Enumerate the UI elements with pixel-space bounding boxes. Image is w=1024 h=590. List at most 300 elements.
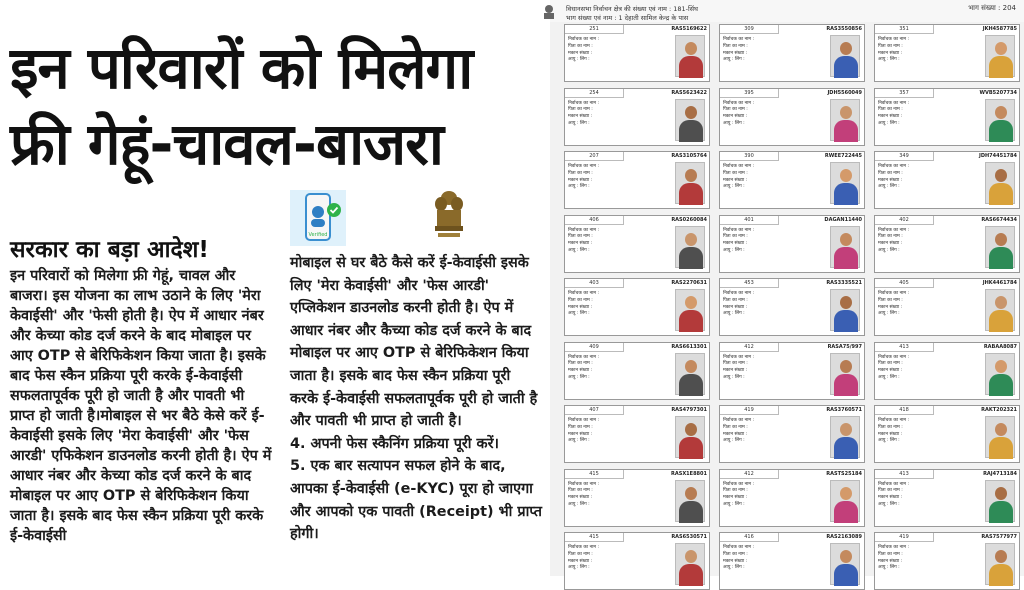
voter-detail-line: मकान संख्या :	[568, 50, 593, 56]
voter-detail-line: आयु : लिंग :	[878, 374, 900, 380]
voter-detail-line: आयु : लिंग :	[723, 57, 745, 63]
voter-details	[723, 545, 819, 572]
voter-photo	[675, 289, 705, 331]
voter-details	[568, 228, 664, 255]
voter-detail-line: आयु : लिंग :	[723, 565, 745, 571]
voter-detail-line: पिता का नाम :	[568, 361, 593, 367]
voter-photo	[985, 543, 1015, 585]
voter-detail-line: पिता का नाम :	[723, 43, 748, 49]
voter-detail-line: आयु : लिंग :	[568, 120, 590, 126]
voter-epic-id: WVB5207734	[979, 89, 1017, 96]
voter-photo-body	[679, 183, 703, 205]
voter-detail-line: निर्वाचक का नाम :	[723, 227, 755, 233]
voter-detail-line: मकान संख्या :	[568, 558, 593, 564]
voter-detail-line: निर्वाचक का नाम :	[878, 100, 910, 106]
voter-detail-line: निर्वाचक का नाम :	[568, 227, 600, 233]
voter-card	[564, 532, 710, 590]
voter-detail-line: आयु : लिंग :	[568, 247, 590, 253]
voter-detail-line: पिता का नाम :	[878, 297, 903, 303]
voter-detail-line: मकान संख्या :	[878, 50, 903, 56]
voter-epic-id: RASTS25184	[826, 470, 862, 477]
voter-detail-line: आयु : लिंग :	[878, 57, 900, 63]
voter-card	[874, 278, 1020, 336]
voter-serial-number: 406	[565, 216, 624, 225]
voter-photo-face	[685, 487, 697, 500]
sheet-header-line-2: भाग संख्या एवं नाम : 1 देहाती सामिल केन्द्र के पास	[566, 14, 689, 22]
voter-detail-line: आयु : लिंग :	[878, 438, 900, 444]
voter-serial-number: 390	[720, 152, 779, 161]
voter-photo	[830, 416, 860, 458]
voter-photo-face	[995, 550, 1007, 563]
voter-epic-id: RAKT202321	[981, 407, 1017, 413]
subheading: सरकार का बड़ा आदेश!	[10, 237, 209, 263]
voter-serial-number: 413	[875, 343, 934, 352]
voter-epic-id: RASX1E8801	[671, 470, 707, 477]
state-emblem-icon	[432, 188, 466, 240]
voter-detail-line: निर्वाचक का नाम :	[723, 545, 755, 550]
voter-details	[878, 355, 974, 382]
voter-detail-line: आयु : लिंग :	[723, 184, 745, 190]
voter-detail-line: आयु : लिंग :	[878, 501, 900, 507]
voter-card	[874, 405, 1020, 463]
voter-detail-line: मकान संख्या :	[568, 495, 593, 501]
voter-detail-line: आयु : लिंग :	[878, 247, 900, 253]
voter-photo	[830, 226, 860, 268]
voter-photo-face	[685, 106, 697, 119]
voter-photo-body	[989, 501, 1013, 523]
voter-card	[874, 342, 1020, 400]
voter-photo-face	[840, 233, 852, 246]
voter-detail-line: मकान संख्या :	[878, 114, 903, 120]
phone-verified-icon	[290, 190, 346, 246]
voter-detail-line: पिता का नाम :	[568, 107, 593, 113]
voter-detail-line: आयु : लिंग :	[568, 438, 590, 444]
voter-serial-number: 413	[875, 470, 934, 479]
voter-details	[723, 228, 819, 255]
voter-serial-number: 409	[565, 343, 624, 352]
headline	[10, 30, 530, 182]
voter-photo-face	[995, 296, 1007, 309]
voter-detail-line: मकान संख्या :	[878, 177, 903, 183]
voter-detail-line: पिता का नाम :	[723, 107, 748, 113]
verified-label: Verified	[308, 232, 328, 238]
voter-detail-line: मकान संख्या :	[568, 304, 593, 310]
voter-details	[723, 482, 819, 509]
voter-serial-number: 405	[875, 279, 934, 288]
voter-serial-number: 251	[565, 25, 624, 34]
voter-detail-line: मकान संख्या :	[723, 558, 748, 564]
voter-detail-line: आयु : लिंग :	[723, 311, 745, 317]
voter-photo-body	[834, 247, 858, 269]
voter-photo-body	[834, 564, 858, 586]
voter-detail-line: मकान संख्या :	[723, 495, 748, 501]
sheet-page-number: भाग संख्या : 204	[968, 4, 1016, 12]
voter-detail-line: आयु : लिंग :	[878, 565, 900, 571]
voter-card	[874, 24, 1020, 82]
voter-details	[723, 418, 819, 445]
voter-photo-body	[989, 437, 1013, 459]
voter-card	[719, 532, 865, 590]
voter-detail-line: मकान संख्या :	[878, 431, 903, 437]
voter-detail-line: आयु : लिंग :	[568, 57, 590, 63]
voter-detail-line: निर्वाचक का नाम :	[568, 481, 600, 487]
voter-card	[564, 24, 710, 82]
voter-photo	[830, 543, 860, 585]
voter-photo-face	[995, 233, 1007, 246]
voter-serial-number: 403	[565, 279, 624, 288]
voter-details	[568, 164, 664, 191]
voter-detail-line: पिता का नाम :	[878, 488, 903, 494]
voter-photo-face	[995, 360, 1007, 373]
voter-details	[878, 228, 974, 255]
voter-detail-line: पिता का नाम :	[878, 551, 903, 557]
voter-detail-line: आयु : लिंग :	[723, 438, 745, 444]
voter-detail-line: आयु : लिंग :	[723, 120, 745, 126]
voter-photo-body	[989, 310, 1013, 332]
voter-serial-number: 418	[875, 406, 934, 415]
voter-photo-face	[840, 550, 852, 563]
voter-epic-id: RAS6613301	[671, 343, 707, 350]
voter-photo	[675, 543, 705, 585]
voter-photo	[985, 353, 1015, 395]
voter-details	[878, 291, 974, 318]
voter-detail-line: पिता का नाम :	[723, 551, 748, 557]
voter-detail-line: मकान संख्या :	[878, 368, 903, 374]
voter-detail-line: मकान संख्या :	[568, 177, 593, 183]
voter-serial-number: 419	[875, 533, 934, 542]
voter-detail-line: निर्वाचक का नाम :	[723, 164, 755, 169]
voter-details	[723, 355, 819, 382]
voter-photo-face	[995, 169, 1007, 182]
voter-epic-id: RAJ4713184	[983, 470, 1017, 477]
voter-detail-line: पिता का नाम :	[878, 107, 903, 113]
voter-photo-body	[989, 247, 1013, 269]
voter-details	[878, 101, 974, 128]
voter-detail-line: मकान संख्या :	[723, 431, 748, 437]
voter-photo-body	[989, 56, 1013, 78]
voter-photo	[830, 99, 860, 141]
voter-detail-line: आयु : लिंग :	[568, 184, 590, 190]
voter-card	[719, 215, 865, 273]
voter-details	[568, 545, 664, 572]
voter-detail-line: निर्वाचक का नाम :	[723, 291, 755, 296]
voter-epic-id: RAS3760571	[826, 407, 862, 413]
voter-detail-line: मकान संख्या :	[723, 368, 748, 374]
voter-photo-body	[834, 310, 858, 332]
headline-line-1: इन परिवारों को मिलेगा	[10, 34, 473, 102]
voter-detail-line: पिता का नाम :	[723, 424, 748, 430]
voter-detail-line: निर्वाचक का नाम :	[723, 37, 755, 42]
voter-details	[878, 164, 974, 191]
voter-photo-face	[840, 487, 852, 500]
voter-detail-line: पिता का नाम :	[878, 361, 903, 367]
voter-photo-body	[834, 120, 858, 142]
voter-photo-face	[995, 487, 1007, 500]
voter-photo	[830, 162, 860, 204]
voter-details	[568, 355, 664, 382]
voter-detail-line: मकान संख्या :	[723, 177, 748, 183]
voter-photo	[985, 226, 1015, 268]
voter-detail-line: मकान संख्या :	[568, 368, 593, 374]
voter-details	[723, 37, 819, 64]
voter-detail-line: निर्वाचक का नाम :	[878, 545, 910, 550]
voter-photo-body	[989, 564, 1013, 586]
step-5: 5. एक बार सत्यापन सफल होने के बाद, आपका ई-केवाईसी (e-KYC) पूरा हो जाएगा और आपको एक पावती (Receipt) भी प्राप्त होगी।	[290, 458, 542, 543]
voter-detail-line: निर्वाचक का नाम :	[568, 291, 600, 296]
voter-card	[719, 278, 865, 336]
voter-epic-id: RAS7577977	[981, 534, 1017, 540]
voter-card	[564, 215, 710, 273]
voter-detail-line: पिता का नाम :	[568, 297, 593, 303]
voter-photo-face	[685, 169, 697, 182]
voter-photo-body	[834, 374, 858, 396]
voter-detail-line: निर्वाचक का नाम :	[878, 418, 910, 423]
voter-serial-number: 401	[720, 216, 779, 225]
voter-details	[878, 545, 974, 572]
voter-detail-line: मकान संख्या :	[878, 558, 903, 564]
voter-detail-line: पिता का नाम :	[878, 424, 903, 430]
voter-detail-line: पिता का नाम :	[878, 170, 903, 176]
voter-serial-number: 412	[720, 343, 779, 352]
voter-details	[568, 291, 664, 318]
voter-details	[723, 164, 819, 191]
voter-photo-face	[685, 360, 697, 373]
voter-serial-number: 254	[565, 89, 624, 98]
voter-epic-id: RAS6674434	[981, 216, 1017, 223]
voter-photo-body	[834, 501, 858, 523]
voter-detail-line: पिता का नाम :	[568, 43, 593, 49]
voter-details	[723, 101, 819, 128]
voter-detail-line: आयु : लिंग :	[568, 501, 590, 507]
voter-serial-number: 395	[720, 89, 779, 98]
voter-photo	[675, 226, 705, 268]
voter-photo-face	[840, 169, 852, 182]
voter-card	[874, 88, 1020, 146]
voter-details	[568, 418, 664, 445]
voter-photo	[830, 289, 860, 331]
voter-detail-line: मकान संख्या :	[878, 495, 903, 501]
voter-detail-line: निर्वाचक का नाम :	[723, 354, 755, 360]
voter-photo-body	[834, 56, 858, 78]
voter-detail-line: आयु : लिंग :	[723, 501, 745, 507]
voter-detail-line: निर्वाचक का नाम :	[723, 481, 755, 487]
voter-details	[723, 291, 819, 318]
voter-detail-line: पिता का नाम :	[723, 297, 748, 303]
voter-photo-face	[995, 42, 1007, 55]
voter-detail-line: निर्वाचक का नाम :	[878, 37, 910, 42]
voter-photo	[985, 480, 1015, 522]
voter-detail-line: निर्वाचक का नाम :	[878, 227, 910, 233]
voter-detail-line: आयु : लिंग :	[878, 184, 900, 190]
voter-serial-number: 415	[565, 533, 624, 542]
voter-photo	[675, 480, 705, 522]
voter-detail-line: निर्वाचक का नाम :	[723, 100, 755, 106]
voter-serial-number: 412	[720, 470, 779, 479]
headline-line-2: फ्री गेहूं-चावल-बाजरा	[10, 110, 443, 178]
voter-photo-face	[840, 360, 852, 373]
voter-detail-line: पिता का नाम :	[568, 488, 593, 494]
voter-detail-line: पिता का नाम :	[723, 234, 748, 240]
article-paragraph: इन परिवारों को मिलेगा फ्री गेहूं, चावल और बाजरा। इस योजना का लाभ उठाने के लिए 'मेरा केवाईसी' और 'फेसी होती है। ऐप में आधार नंबर और केच्या कोड दर्ज करने के बाद मोबाइल पर आए OTP से बेरिफिकेशन किया जाता है। इसके बाद फेस स्कैन प्रक्रिया पूरी करके ई-केवाईसी सफलतापूर्वक पूरी हो जाती है और पावती भी प्राप्त हो जाती है।मोबाइल से भर बैठे केसे करें ई-केवाईसी इसके लिए 'मेरा केवाईसी' और 'फेस आरडी' एफिकेशन डाउनलोड करनी होती है। ऐप में आधार नंबर और केच्या कोड दर्ज करने के बाद मोबाइल पर आए OTP से बेरिफिकेशन किया जाता है। इसके बाद फेस स्कैन प्रक्रिया पूरी करके ई-केवाईसी	[10, 268, 272, 544]
voter-photo-body	[989, 183, 1013, 205]
voter-photo-body	[834, 183, 858, 205]
voter-detail-line: पिता का नाम :	[723, 170, 748, 176]
voter-photo-body	[679, 247, 703, 269]
voter-detail-line: आयु : लिंग :	[568, 565, 590, 571]
voter-details	[568, 101, 664, 128]
voter-detail-line: मकान संख्या :	[723, 241, 748, 247]
voter-photo	[675, 162, 705, 204]
voter-serial-number: 349	[875, 152, 934, 161]
voter-detail-line: मकान संख्या :	[878, 241, 903, 247]
voter-epic-id: RAS2163089	[826, 534, 862, 540]
voter-epic-id: RAS3335521	[826, 280, 862, 286]
voter-card	[719, 24, 865, 82]
voter-detail-line: मकान संख्या :	[568, 241, 593, 247]
voter-serial-number: 453	[720, 279, 779, 288]
article-column-1	[10, 266, 272, 546]
voter-details	[878, 37, 974, 64]
voter-serial-number: 351	[875, 25, 934, 34]
voter-detail-line: निर्वाचक का नाम :	[568, 164, 600, 169]
voter-card	[564, 88, 710, 146]
voter-photo	[985, 416, 1015, 458]
voter-card	[564, 469, 710, 527]
voter-photo-face	[685, 42, 697, 55]
voter-detail-line: पिता का नाम :	[568, 234, 593, 240]
voter-photo	[985, 35, 1015, 77]
voter-serial-number: 415	[565, 470, 624, 479]
voter-detail-line: पिता का नाम :	[878, 234, 903, 240]
voter-card	[874, 532, 1020, 590]
voter-card	[719, 151, 865, 209]
voter-epic-id: JKH4587785	[982, 26, 1017, 32]
voter-photo-face	[840, 296, 852, 309]
voter-card	[564, 278, 710, 336]
voter-photo-body	[679, 564, 703, 586]
voter-detail-line: पिता का नाम :	[568, 170, 593, 176]
voter-detail-line: मकान संख्या :	[878, 304, 903, 310]
voter-photo	[830, 353, 860, 395]
voter-epic-id: RAS3550856	[826, 26, 862, 32]
voter-photo-body	[679, 56, 703, 78]
voter-photo-body	[834, 437, 858, 459]
voter-card	[874, 151, 1020, 209]
voter-photo-body	[679, 437, 703, 459]
voter-epic-id: RABAA8087	[983, 343, 1017, 350]
voter-detail-line: निर्वाचक का नाम :	[878, 354, 910, 360]
voter-card	[719, 405, 865, 463]
voter-photo-body	[679, 501, 703, 523]
voter-serial-number: 419	[720, 406, 779, 415]
voter-detail-line: मकान संख्या :	[723, 304, 748, 310]
voter-serial-number: 407	[565, 406, 624, 415]
voter-card	[874, 469, 1020, 527]
voter-detail-line: निर्वाचक का नाम :	[723, 418, 755, 423]
step-4: 4. अपनी फेस स्कैनिंग प्रक्रिया पूरी करें।	[290, 435, 499, 452]
voter-epic-id: RAS5623422	[671, 89, 707, 96]
voter-detail-line: मकान संख्या :	[723, 114, 748, 120]
voter-details	[878, 482, 974, 509]
voter-epic-id: RWEE722445	[824, 153, 862, 159]
voter-photo-body	[989, 374, 1013, 396]
voter-epic-id: RASA75/997	[827, 343, 862, 350]
voter-photo	[830, 480, 860, 522]
voter-serial-number: 416	[720, 533, 779, 542]
voter-photo-body	[679, 120, 703, 142]
voter-detail-line: मकान संख्या :	[723, 50, 748, 56]
voter-details	[878, 418, 974, 445]
voter-detail-line: पिता का नाम :	[568, 551, 593, 557]
voter-photo	[675, 99, 705, 141]
voter-details	[568, 37, 664, 64]
voter-card	[564, 342, 710, 400]
voter-photo-face	[995, 106, 1007, 119]
voter-card	[564, 405, 710, 463]
voter-detail-line: निर्वाचक का नाम :	[568, 354, 600, 360]
voter-photo-face	[685, 296, 697, 309]
voter-serial-number: 402	[875, 216, 934, 225]
voter-photo-face	[840, 42, 852, 55]
voter-card	[719, 469, 865, 527]
voter-detail-line: आयु : लिंग :	[568, 311, 590, 317]
voter-photo-face	[685, 233, 697, 246]
voter-photo-face	[995, 423, 1007, 436]
voter-detail-line: निर्वाचक का नाम :	[878, 164, 910, 169]
sheet-header-line-1: विधानसभा निर्वाचन क्षेत्र की संख्या एवं नाम : 181-सिंघ	[566, 5, 698, 13]
article-column-2	[290, 252, 542, 546]
voter-photo	[675, 353, 705, 395]
voter-photo-body	[679, 310, 703, 332]
voter-epic-id: RAS5169622	[671, 26, 707, 32]
voter-serial-number: 207	[565, 152, 624, 161]
voter-photo-face	[685, 423, 697, 436]
emblem-small-icon	[542, 4, 556, 20]
voter-photo	[985, 289, 1015, 331]
voter-photo-face	[840, 106, 852, 119]
voter-detail-line: मकान संख्या :	[568, 431, 593, 437]
voter-detail-line: आयु : लिंग :	[878, 311, 900, 317]
article-paragraph: मोबाइल से घर बैठे कैसे करें ई-केवाईसी इसके लिए 'मेरा केवाईसी' और 'फेस आरडी' एप्लिकेशन डाउनलोड करनी होती है। ऐप में आधार नंबर और कैच्या कोड दर्ज करने के बाद मोबाइल पर आए OTP से बेरिफिकेशन किया जाता है। इसके बाद फेस स्कैन प्रक्रिया पूरी करके ई-केवाईसी सफलतापूर्वक पूरी हो जाती है और पावती भी प्राप्त हो जाती है।	[290, 255, 538, 430]
voter-epic-id: JDH5560049	[827, 89, 862, 96]
voter-epic-id: RAS4797301	[671, 407, 707, 413]
voter-detail-line: पिता का नाम :	[878, 43, 903, 49]
voter-card	[719, 88, 865, 146]
voter-detail-line: पिता का नाम :	[723, 361, 748, 367]
voter-epic-id: RAS2270631	[671, 280, 707, 286]
voter-detail-line: आयु : लिंग :	[723, 247, 745, 253]
voter-list-sheet	[550, 0, 1024, 576]
voter-photo	[985, 162, 1015, 204]
voter-detail-line: पिता का नाम :	[568, 424, 593, 430]
voter-photo-body	[679, 374, 703, 396]
voter-photo	[830, 35, 860, 77]
voter-detail-line: निर्वाचक का नाम :	[568, 545, 600, 550]
voter-epic-id: JDH74451784	[978, 153, 1017, 159]
voter-epic-id: RAS3105764	[671, 153, 707, 159]
voter-card	[874, 215, 1020, 273]
voter-detail-line: निर्वाचक का नाम :	[568, 100, 600, 106]
sheet-header	[550, 0, 1024, 22]
voter-serial-number: 309	[720, 25, 779, 34]
voter-epic-id: JHK4461784	[982, 280, 1017, 286]
voter-detail-line: निर्वाचक का नाम :	[568, 418, 600, 423]
voter-epic-id: DAGAN11440	[824, 216, 862, 223]
voter-detail-line: निर्वाचक का नाम :	[568, 37, 600, 42]
voter-detail-line: निर्वाचक का नाम :	[878, 481, 910, 487]
voter-detail-line: पिता का नाम :	[723, 488, 748, 494]
voter-card	[719, 342, 865, 400]
